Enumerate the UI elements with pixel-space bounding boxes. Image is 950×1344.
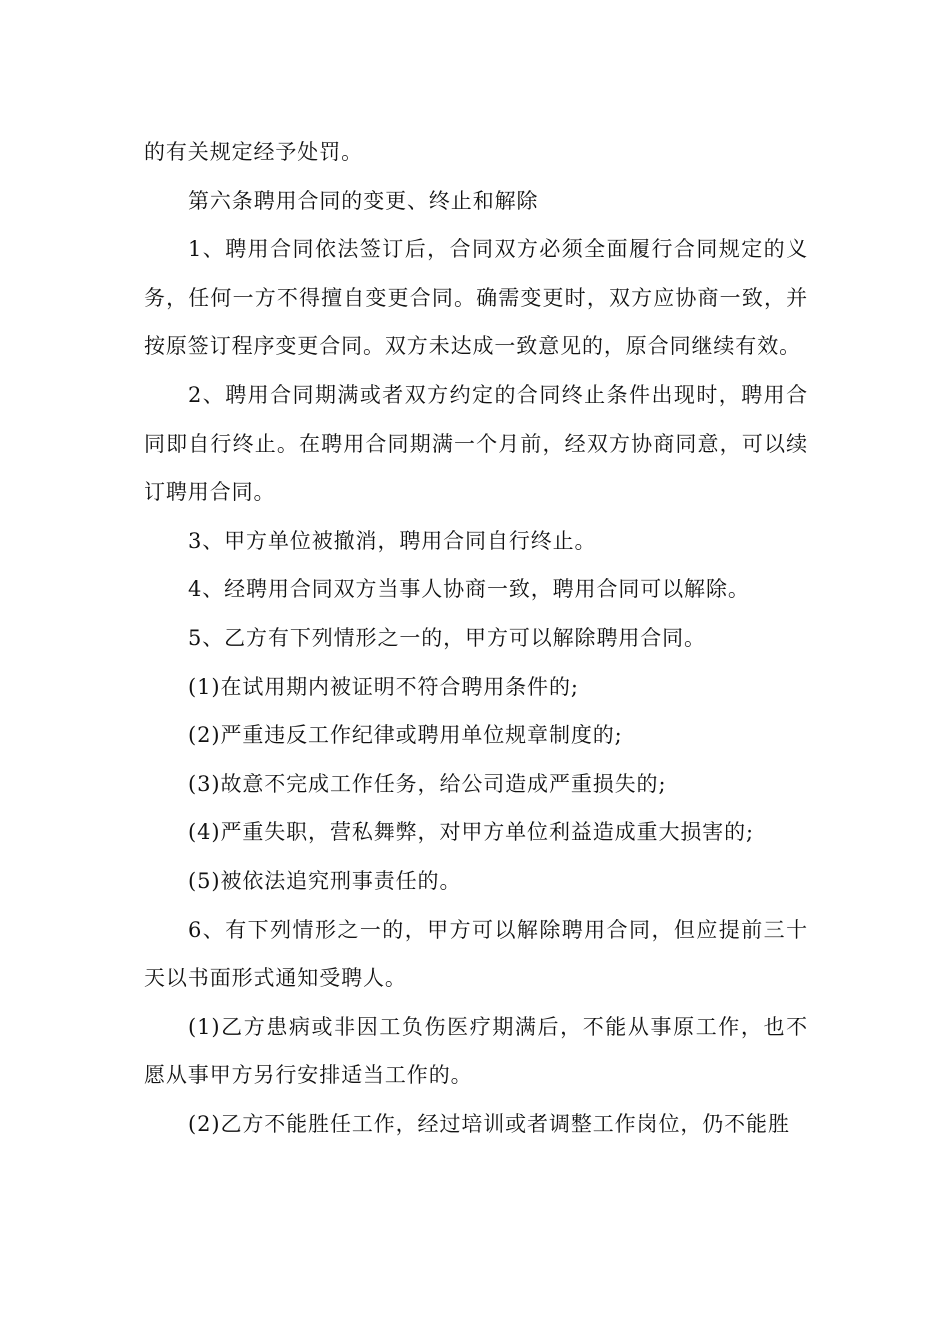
paragraph-continuation: 的有关规定经予处罚。 [144,140,363,164]
clause-5: 5、乙方有下列情形之一的，甲方可以解除聘用合同。 [188,625,706,650]
clause-5-item-4: (4)严重失职，营私舞弊，对甲方单位利益造成重大损害的; [188,820,755,845]
clause-5-item-2: (2)严重违反工作纪律或聘用单位规章制度的; [188,723,623,748]
clause-3: 3、甲方单位被撤消，聘用合同自行终止。 [188,528,597,553]
clause-6-item-2: (2)乙方不能胜任工作，经过培训或者调整工作岗位，仍不能胜 [188,1111,790,1136]
clause-5-item-3: (3)故意不完成工作任务，给公司造成严重损失的; [188,771,667,796]
clause-6: 6、有下列情形之一的，甲方可以解除聘用合同，但应提前三十天以书面形式通知受聘人。 [144,917,808,991]
clause-2: 2、聘用合同期满或者双方约定的合同终止条件出现时，聘用合同即自行终止。在聘用合同期满一个月前，经双方协商同意，可以续订聘用合同。 [144,382,808,505]
clause-4: 4、经聘用合同双方当事人协商一致，聘用合同可以解除。 [188,577,750,602]
document-body [144,128,808,1148]
clause-5-item-1: (1)在试用期内被证明不符合聘用条件的; [188,674,579,699]
article-heading: 第六条聘用合同的变更、终止和解除 [188,188,539,213]
clause-6-item-1: (1)乙方患病或非因工负伤医疗期满后，不能从事原工作，也不愿从事甲方另行安排适当工作的。 [144,1014,808,1088]
clause-5-item-5: (5)被依法追究刑事责任的。 [188,868,462,893]
clause-1: 1、聘用合同依法签订后，合同双方必须全面履行合同规定的义务，任何一方不得擅自变更合同。确需变更时，双方应协商一致，并按原签订程序变更合同。双方未达成一致意见的，原合同继续有效。 [144,237,808,359]
